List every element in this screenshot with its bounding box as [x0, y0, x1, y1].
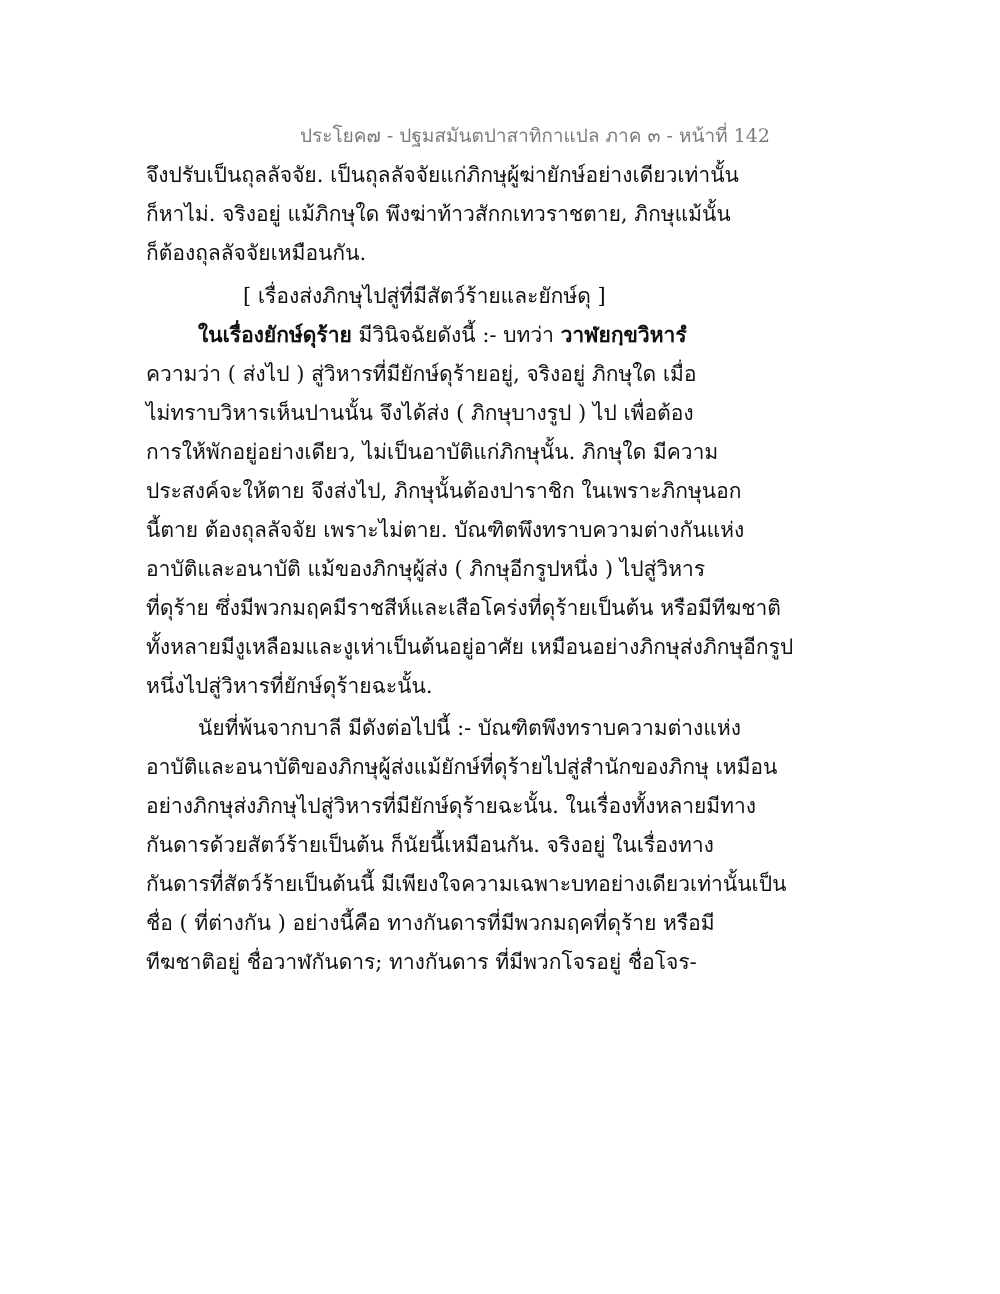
body-line: ไม่ทราบวิหารเห็นปานนั้น จึงได้ส่ง ( ภิกษุบางรูป ) ไป เพื่อต้อง — [146, 401, 694, 425]
paragraph-opening-line — [198, 320, 687, 350]
body-line: ที่ดุร้าย ซึ่งมีพวกมฤคมีราชสีห์และเสือโคร่งที่ดุร้ายเป็นต้น หรือมีทีฆชาติ — [146, 596, 781, 620]
body-text: มีวินิจฉัยดังนี้ :- บทว่า — [351, 323, 561, 347]
body-line: ชื่อ ( ที่ต่างกัน ) อย่างนี้คือ ทางกันดารที่มีพวกมฤคที่ดุร้าย หรือมี — [146, 911, 715, 935]
topic-term: ในเรื่องยักษ์ดุร้าย — [198, 322, 352, 347]
body-line: อาบัติและอนาบัติของภิกษุผู้ส่งแม้ยักษ์ที่ดุร้ายไปสู่สำนักของภิกษุ เหมือน — [146, 755, 778, 779]
body-line: ทีฆชาติอยู่ ชื่อวาฬกันดาร; ทางกันดาร ที่มีพวกโจรอยู่ ชื่อโจร- — [146, 950, 697, 974]
body-line: การให้พักอยู่อย่างเดียว, ไม่เป็นอาบัติแก่ภิกษุนั้น. ภิกษุใด มีความ — [146, 440, 719, 464]
body-line: หนึ่งไปสู่วิหารที่ยักษ์ดุร้ายฉะนั้น. — [146, 674, 433, 698]
body-line: ทั้งหลายมีงูเหลือมและงูเห่าเป็นต้นอยู่อาศัย เหมือนอย่างภิกษุส่งภิกษุอีกรูป — [146, 635, 794, 659]
body-line: นี้ตาย ต้องถุลลัจจัย เพราะไม่ตาย. บัณฑิตพึงทราบความต่างกันแห่ง — [146, 518, 745, 542]
body-line: ความว่า ( ส่งไป ) สู่วิหารที่มียักษ์ดุร้ายอยู่, จริงอยู่ ภิกษุใด เมื่อ — [146, 362, 697, 386]
pali-term: วาฬยกฺขวิหารํ — [560, 322, 687, 347]
body-line: ก็หาไม่. จริงอยู่ แม้ภิกษุใด พึงฆ่าท้าวสักกเทวราชตาย, ภิกษุแม้นั้น — [146, 202, 731, 226]
body-line: กันดารด้วยสัตว์ร้ายเป็นต้น ก็นัยนี้เหมือนกัน. จริงอยู่ ในเรื่องทาง — [146, 833, 714, 857]
body-line: อย่างภิกษุส่งภิกษุไปสู่วิหารที่มียักษ์ดุร้ายฉะนั้น. ในเรื่องทั้งหลายมีทาง — [146, 794, 757, 818]
paragraph-opening-line: นัยที่พ้นจากบาลี มีดังต่อไปนี้ :- บัณฑิตพึงทราบความต่างแห่ง — [198, 716, 741, 740]
body-line: ประสงค์จะให้ตาย จึงส่งไป, ภิกษุนั้นต้องปาราชิก ในเพราะภิกษุนอก — [146, 479, 742, 503]
body-line: อาบัติและอนาบัติ แม้ของภิกษุผู้ส่ง ( ภิกษุอีกรูปหนึ่ง ) ไปสู่วิหาร — [146, 557, 706, 581]
body-line: จึงปรับเป็นถุลลัจจัย. เป็นถุลลัจจัยแก่ภิกษุผู้ฆ่ายักษ์อย่างเดียวเท่านั้น — [146, 163, 739, 187]
running-header: ประโยค๗ - ปฐมสมันตปาสาทิกาแปล ภาค ๓ - หน้าที่ 142 — [300, 125, 770, 147]
body-line: กันดารที่สัตว์ร้ายเป็นต้นนี้ มีเพียงใจความเฉพาะบทอย่างเดียวเท่านั้นเป็น — [146, 872, 787, 896]
section-heading: [ เรื่องส่งภิกษุไปสู่ที่มีสัตว์ร้ายและยักษ์ดุ ] — [243, 284, 606, 308]
body-line: ก็ต้องถุลลัจจัยเหมือนกัน. — [146, 241, 367, 265]
